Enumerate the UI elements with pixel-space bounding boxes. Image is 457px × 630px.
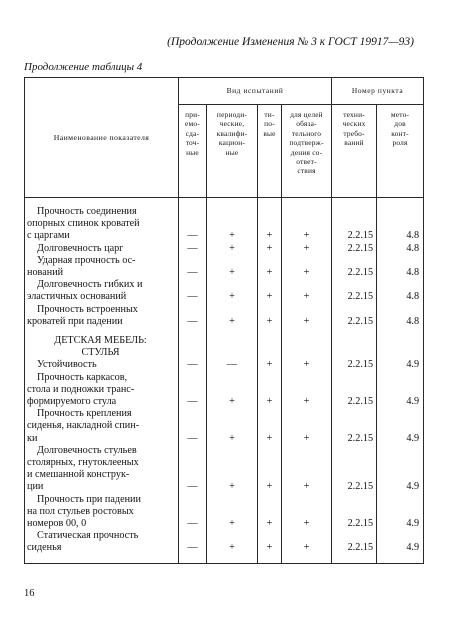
header-line: требо- xyxy=(343,128,365,138)
header-line: для целей xyxy=(290,110,323,119)
indicator-name-cell xyxy=(25,198,179,243)
type-cell: + xyxy=(258,494,282,531)
acceptance-cell: — xyxy=(179,243,207,255)
technical-requirements-cell: 2.2.15 xyxy=(332,255,377,279)
table-row xyxy=(25,243,424,255)
indicator-name-line: ки xyxy=(27,432,38,444)
header-line: ные xyxy=(186,147,199,157)
indicator-name-line: Прочность каркасов, xyxy=(37,371,128,383)
header-line: квалифи- xyxy=(216,128,248,138)
indicator-name-line: ции xyxy=(27,481,44,493)
indicator-name-line: Прочность соединения xyxy=(37,206,137,217)
header-line: точ- xyxy=(185,138,200,148)
certification-cell: + xyxy=(282,372,332,409)
header-line: сда- xyxy=(185,128,200,138)
indicator-name-line: столярных, гнутоклееных xyxy=(27,457,139,469)
indicator-name-cell xyxy=(25,255,179,279)
header-line: тельного xyxy=(291,128,322,138)
certification-cell: + xyxy=(282,304,332,328)
indicator-name-cell xyxy=(25,372,179,409)
column-group-item-number: Номер пункта xyxy=(332,78,424,105)
control-methods-cell: 4.9 xyxy=(377,445,424,494)
control-methods-cell: 4.9 xyxy=(377,494,424,531)
empty-cell xyxy=(282,328,332,359)
technical-requirements-cell: 2.2.15 xyxy=(332,445,377,494)
table-row xyxy=(25,408,424,445)
indicator-name-line: эластичных оснований xyxy=(27,291,127,303)
indicator-name-cell xyxy=(25,243,179,255)
section-heading-line: ДЕТСКАЯ МЕБЕЛЬ: xyxy=(54,335,147,347)
indicator-name-cell xyxy=(25,445,179,494)
type-cell: + xyxy=(258,198,282,243)
header-line: ответ- xyxy=(296,157,317,167)
column-header-certification xyxy=(282,105,332,198)
indicator-name-line: на пол стульев ростовых xyxy=(27,505,134,517)
technical-requirements-cell: 2.2.15 xyxy=(332,359,377,371)
empty-cell xyxy=(258,328,282,359)
acceptance-cell: — xyxy=(179,304,207,328)
certification-cell: + xyxy=(282,494,332,531)
type-cell: + xyxy=(258,372,282,409)
type-cell: + xyxy=(258,530,282,563)
acceptance-cell: — xyxy=(179,408,207,445)
indicator-name-cell xyxy=(25,494,179,531)
periodic-cell: + xyxy=(207,445,258,494)
header-line: ствия xyxy=(297,166,316,176)
empty-cell xyxy=(207,328,258,359)
acceptance-cell: — xyxy=(179,359,207,371)
acceptance-cell: — xyxy=(179,494,207,531)
column-header-type xyxy=(258,105,282,198)
certification-cell: + xyxy=(282,359,332,371)
indicator-name-line: Прочность встроенных xyxy=(37,303,138,315)
type-cell: + xyxy=(258,359,282,371)
type-cell: + xyxy=(258,304,282,328)
technical-requirements-cell: 2.2.15 xyxy=(332,372,377,409)
header-line: периоди- xyxy=(216,110,248,119)
column-group-test-types: Вид испытаний xyxy=(179,78,332,105)
indicator-name-line: Прочность при падении xyxy=(37,493,141,505)
table-row xyxy=(25,304,424,328)
column-header-acceptance xyxy=(179,105,207,198)
table-row xyxy=(25,255,424,279)
header-line: техни- xyxy=(343,110,365,119)
acceptance-cell: — xyxy=(179,279,207,303)
section-heading-line: СТУЛЬЯ xyxy=(81,347,120,359)
page-number: 16 xyxy=(24,588,35,599)
certification-cell: + xyxy=(282,445,332,494)
empty-cell xyxy=(332,328,377,359)
header-line: емо- xyxy=(185,119,200,129)
type-cell: + xyxy=(258,255,282,279)
technical-requirements-cell: 2.2.15 xyxy=(332,408,377,445)
periodic-cell: + xyxy=(207,372,258,409)
header-line: ные xyxy=(225,147,239,157)
periodic-cell: + xyxy=(207,530,258,563)
indicator-name-line: с царгами xyxy=(27,230,70,242)
header-line: кацион- xyxy=(218,138,246,148)
control-methods-cell: 4.8 xyxy=(377,255,424,279)
header-line: подтверж- xyxy=(289,138,324,148)
technical-requirements-cell: 2.2.15 xyxy=(332,243,377,255)
indicator-name-line: номеров 00, 0 xyxy=(27,518,87,530)
periodic-cell: + xyxy=(207,255,258,279)
periodic-cell: + xyxy=(207,304,258,328)
indicator-name-line: формируемого стула xyxy=(27,396,117,408)
indicator-name-line: Прочность крепления xyxy=(37,408,132,420)
indicator-name-line: сиденья xyxy=(27,542,62,554)
acceptance-cell: — xyxy=(179,530,207,563)
empty-cell xyxy=(179,328,207,359)
page-header: (Продолжение Изменения № 3 к ГОСТ 19917—93) xyxy=(167,36,414,48)
type-cell: + xyxy=(258,408,282,445)
header-line: ваний xyxy=(344,138,364,148)
certification-cell: + xyxy=(282,530,332,563)
periodic-cell: — xyxy=(207,359,258,371)
indicator-name-line: сиденья, накладной спин- xyxy=(27,420,140,432)
control-methods-cell: 4.9 xyxy=(377,530,424,563)
header-line: мето- xyxy=(390,110,410,119)
indicator-name-cell xyxy=(25,359,179,371)
indicator-name-line: Долговечность гибких и xyxy=(37,279,143,291)
table-row xyxy=(25,279,424,303)
technical-requirements-cell: 2.2.15 xyxy=(332,530,377,563)
section-heading-row xyxy=(25,328,424,359)
header-line: дов xyxy=(394,119,406,129)
control-methods-cell: 4.9 xyxy=(377,359,424,371)
table-row xyxy=(25,198,424,243)
table-row xyxy=(25,359,424,371)
control-methods-cell: 4.8 xyxy=(377,279,424,303)
column-header-indicator: Наименование показателя xyxy=(25,78,179,198)
periodic-cell: + xyxy=(207,198,258,243)
control-methods-cell: 4.8 xyxy=(377,304,424,328)
table-continuation-label: Продолжение таблицы 4 xyxy=(24,61,143,73)
periodic-cell: + xyxy=(207,243,258,255)
indicator-name-line: кроватей при падении xyxy=(27,315,123,327)
table-row xyxy=(25,372,424,409)
header-line: дения со- xyxy=(290,147,323,157)
certification-cell: + xyxy=(282,198,332,243)
periodic-cell: + xyxy=(207,494,258,531)
control-methods-cell: 4.9 xyxy=(377,408,424,445)
column-header-control-methods xyxy=(377,105,424,198)
table-row xyxy=(25,494,424,531)
table-row xyxy=(25,445,424,494)
acceptance-cell: — xyxy=(179,255,207,279)
control-methods-cell: 4.9 xyxy=(377,372,424,409)
indicator-name-line: Статическая прочность xyxy=(37,530,139,542)
indicator-name-line: Долговечность стульев xyxy=(37,444,137,456)
header-line: при- xyxy=(185,110,200,119)
control-methods-cell: 4.8 xyxy=(377,243,424,255)
header-line: по- xyxy=(264,119,275,129)
type-cell: + xyxy=(258,243,282,255)
periodic-cell: + xyxy=(207,279,258,303)
type-cell: + xyxy=(258,445,282,494)
test-types-table xyxy=(24,77,424,564)
indicator-name-line: нований xyxy=(27,267,64,279)
indicator-name-line: Долговечность царг xyxy=(37,242,124,254)
technical-requirements-cell: 2.2.15 xyxy=(332,198,377,243)
indicator-name-line: Устойчивость xyxy=(37,359,97,371)
indicator-name-line: и смешанной конструк- xyxy=(27,469,130,481)
technical-requirements-cell: 2.2.15 xyxy=(332,279,377,303)
acceptance-cell: — xyxy=(179,445,207,494)
acceptance-cell: — xyxy=(179,372,207,409)
header-line: конт- xyxy=(391,128,409,138)
control-methods-cell: 4.8 xyxy=(377,198,424,243)
header-line: ческих xyxy=(342,119,366,129)
section-heading xyxy=(25,328,179,359)
header-line: роля xyxy=(392,138,408,148)
indicator-name-line: Ударная прочность ос- xyxy=(37,254,136,266)
certification-cell: + xyxy=(282,255,332,279)
header-line: обяза- xyxy=(296,119,317,129)
technical-requirements-cell: 2.2.15 xyxy=(332,304,377,328)
column-header-technical-requirements xyxy=(332,105,377,198)
indicator-name-cell xyxy=(25,408,179,445)
indicator-name-line: стола и подножки транс- xyxy=(27,383,135,395)
indicator-name-cell xyxy=(25,530,179,563)
header-line: ческие, xyxy=(219,119,245,129)
type-cell: + xyxy=(258,279,282,303)
header-line: ти- xyxy=(264,110,275,119)
certification-cell: + xyxy=(282,243,332,255)
column-header-periodic xyxy=(207,105,258,198)
indicator-name-line: опорных спинок кроватей xyxy=(27,218,140,230)
acceptance-cell: — xyxy=(179,198,207,243)
header-line: вые xyxy=(263,128,276,138)
certification-cell: + xyxy=(282,279,332,303)
indicator-name-cell xyxy=(25,304,179,328)
certification-cell: + xyxy=(282,408,332,445)
empty-cell xyxy=(377,328,424,359)
table-body xyxy=(25,198,424,564)
indicator-name-cell xyxy=(25,279,179,303)
table-row xyxy=(25,530,424,563)
technical-requirements-cell: 2.2.15 xyxy=(332,494,377,531)
periodic-cell: + xyxy=(207,408,258,445)
